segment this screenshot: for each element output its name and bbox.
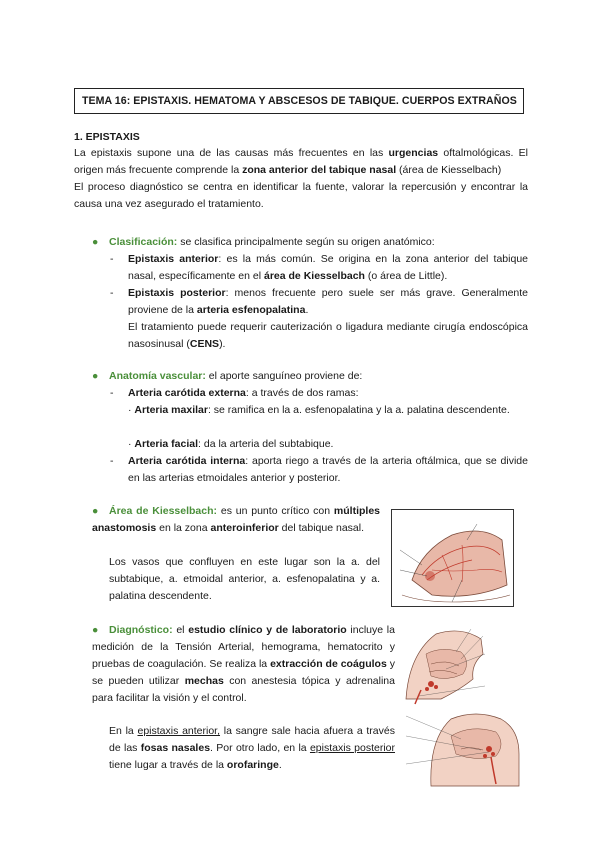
intro-text: oftalmológicas. El origen más frecuente comprende la xyxy=(74,147,528,176)
para-bold: fosas nasales xyxy=(140,742,211,754)
page-title: TEMA 16: EPISTAXIS. HEMATOMA Y ABSCESOS DE TABIQUE. CUERPOS EXTRAÑOS xyxy=(74,88,524,114)
para-bold: orofaringe xyxy=(226,759,279,771)
bullet-dot: ● xyxy=(92,370,99,382)
intro-paragraph-2: El proceso diagnóstico se centra en identificar la fuente, valorar la repercusión y encontrar la causa una vez asegurado el tratamiento. xyxy=(74,181,528,210)
intro-bold-zona: zona anterior del tabique nasal xyxy=(242,164,397,176)
diagnostico-paragraph-2 xyxy=(109,723,395,774)
nasal-septum-illustration xyxy=(391,509,514,607)
list-item-carotida-externa xyxy=(110,385,528,402)
bullet-text: y se pueden utilizar xyxy=(92,658,395,687)
item-bold: Epistaxis anterior xyxy=(128,253,219,265)
para-text: tiene lugar a través de la xyxy=(109,759,227,771)
item-text: ). xyxy=(219,338,226,350)
item-text: El tratamiento puede requerir cauterización o ligadura mediante cirugía endoscópica nasosinusal ( xyxy=(128,321,528,350)
list-item-epistaxis-anterior xyxy=(110,251,528,285)
bullet-text: incluye la medición de la Tensión Arterial, hemograma, hematocrito y pruebas de coagulación. Se realiza la xyxy=(92,624,395,670)
bullet-anatomia xyxy=(92,368,532,385)
bullet-text: se clasifica principalmente según su origen anatómico: xyxy=(177,236,435,248)
para-text: En la xyxy=(109,725,138,737)
bullet-dot: ● xyxy=(92,505,99,517)
list-item-tratamiento xyxy=(128,319,528,353)
bullet-clasificacion xyxy=(92,234,532,251)
para-underlined: epistaxis anterior, xyxy=(137,725,221,737)
list-item-epistaxis-posterior xyxy=(110,285,529,319)
intro-text: La epistaxis supone una de las causas más frecuentes en las xyxy=(74,147,389,159)
item-bold: arteria esfenopalatina xyxy=(196,304,306,316)
list-item-arteria-facial xyxy=(128,436,528,453)
item-text: : menos frecuente pero suele ser más grave. Generalmente proviene de la xyxy=(128,287,529,316)
item-text: : a través de dos ramas: xyxy=(245,387,359,399)
bullet-label: Diagnóstico: xyxy=(109,624,173,636)
intro-paragraph xyxy=(74,145,528,179)
para-underlined: epistaxis posterior xyxy=(309,742,395,754)
item-bold: Arteria carótida externa xyxy=(128,387,246,399)
item-text: : da la arteria del subtabique. xyxy=(198,438,334,450)
bullet-label: Área de Kiesselbach: xyxy=(109,505,218,517)
intro-bold-urgencias: urgencias xyxy=(388,147,439,159)
para-text: . xyxy=(278,759,282,771)
bullet-text: el aporte sanguíneo proviene de: xyxy=(205,370,363,382)
epistaxis-anterior-posterior-illustration xyxy=(401,624,523,787)
list-item-arteria-maxilar xyxy=(128,402,528,419)
bullet-dot: ● xyxy=(92,624,99,636)
item-text: . xyxy=(305,304,309,316)
bullet-label: Anatomía vascular: xyxy=(109,370,206,382)
item-text: : se ramifica en la a. esfenopalatina y la a. palatina descendente. xyxy=(207,404,510,416)
bullet-bold: estudio clínico y de laboratorio xyxy=(188,624,347,636)
item-bold: CENS xyxy=(189,338,220,350)
bullet-label: Clasificación: xyxy=(109,236,178,248)
item-text: : aporta riego a través de la arteria oftálmica, que se divide en las arterias etmoidales anterior y posterior. xyxy=(128,455,528,484)
bullet-text: del tabique nasal. xyxy=(278,522,364,534)
bullet-bold: múltiples anastomosis xyxy=(92,505,381,534)
list-item-carotida-interna xyxy=(110,453,528,487)
section-heading-epistaxis: 1. EPISTAXIS xyxy=(74,131,140,143)
bullet-dot: ● xyxy=(92,236,99,248)
bullet-text: con anestesia tópica y adrenalina para facilitar la visión y el control. xyxy=(92,675,395,704)
item-text: · xyxy=(128,438,135,450)
bullet-text: es un punto crítico con xyxy=(217,505,334,517)
bullet-text: el xyxy=(172,624,189,636)
dash-mark: - xyxy=(110,253,114,265)
item-bold: Arteria carótida interna xyxy=(128,455,246,467)
item-bold: Epistaxis posterior xyxy=(128,287,226,299)
item-bold: área de Kiesselbach xyxy=(264,270,365,282)
item-text: : es la más común. Se origina en la zona anterior del tabique nasal, específicamente en el xyxy=(128,253,528,282)
bullet-bold: mechas xyxy=(184,675,224,687)
dash-mark: - xyxy=(110,287,114,299)
dash-mark: - xyxy=(110,455,114,467)
bullet-text: en la zona xyxy=(156,522,211,534)
bullet-bold: extracción de coágulos xyxy=(270,658,387,670)
item-text: · xyxy=(128,404,135,416)
bullet-diagnostico xyxy=(92,622,395,707)
item-text: (o área de Little). xyxy=(364,270,448,282)
dash-mark: - xyxy=(110,387,114,399)
para-text: . Por otro lado, en la xyxy=(210,742,310,754)
bullet-bold: anteroinferior xyxy=(210,522,279,534)
item-bold: Arteria facial xyxy=(134,438,199,450)
item-bold: Arteria maxilar xyxy=(134,404,208,416)
bullet-kiesselbach xyxy=(92,503,380,537)
intro-text: (área de Kiesselbach) xyxy=(396,164,502,176)
kiesselbach-vessels-text: Los vasos que confluyen en este lugar son la a. del subtabique, a. etmoidal anterior, a. esfenopalatina y a. palatina descendente. xyxy=(109,556,380,602)
para-text: la sangre sale hacia afuera a través de las xyxy=(109,725,395,754)
